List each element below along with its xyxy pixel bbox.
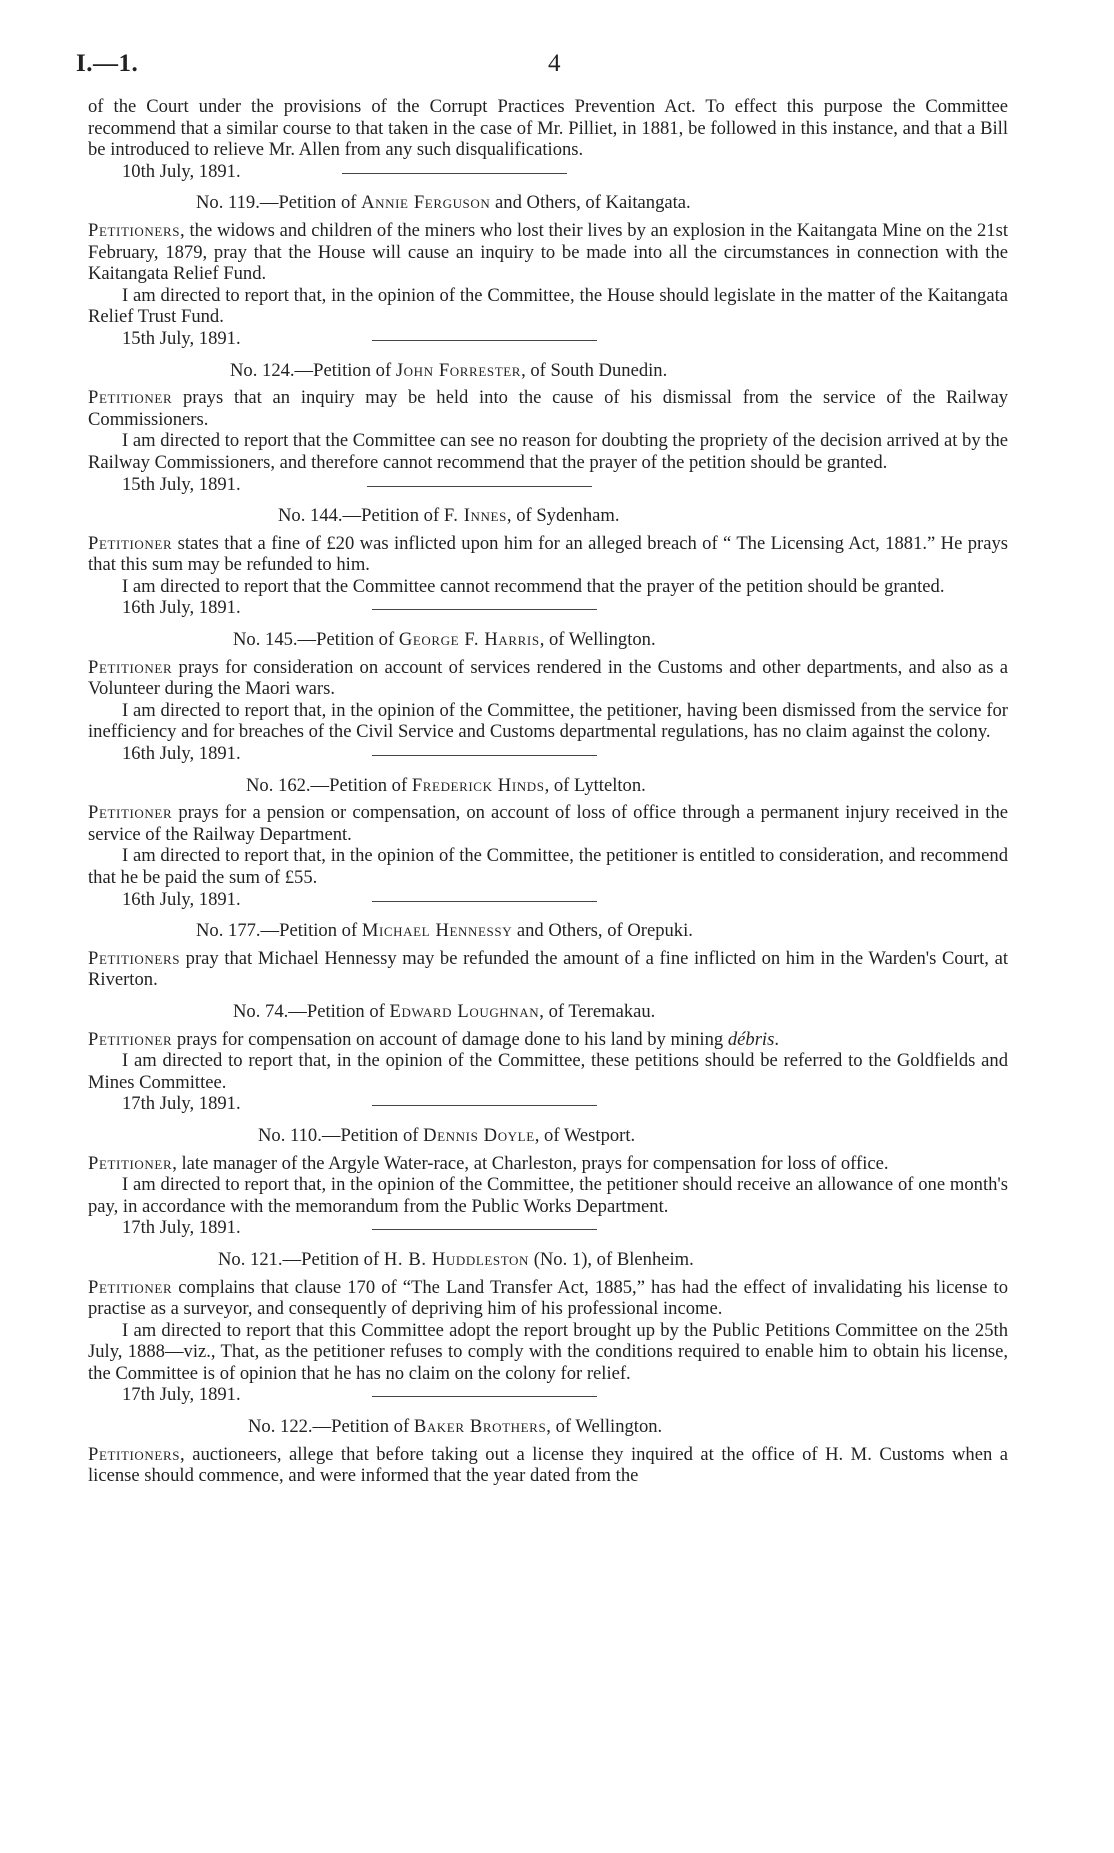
- petition-121: [88, 1249, 1008, 1406]
- petition-place: , of Wellington.: [546, 1416, 663, 1438]
- section-rule: [372, 755, 597, 756]
- parliamentary-paper-ref: I.—1.: [76, 50, 139, 77]
- petition-number: No. 74.—Petition of: [233, 1000, 385, 1022]
- petition-number: No. 122.—Petition of: [248, 1416, 410, 1438]
- report-date: [122, 597, 1008, 619]
- date-text: 16th July, 1891.: [122, 743, 241, 765]
- date-text: 15th July, 1891.: [122, 473, 241, 495]
- petitioner-name: Dennis Doyle: [423, 1124, 535, 1146]
- petition-heading: [230, 360, 1008, 382]
- report-date: [122, 889, 1008, 911]
- date-text: 15th July, 1891.: [122, 327, 241, 349]
- petition-145: [88, 629, 1008, 765]
- petition-body: Petitioner prays for consideration on account of services rendered in the Customs and other departments, and also as a Volunteer during the Maori wars.: [88, 656, 1008, 700]
- section-rule: [372, 609, 597, 610]
- petition-body: Petitioners, auctioneers, allege that before taking out a license they inquired at the office of H. M. Customs when a license should commence, and were informed that the year dated from the: [88, 1443, 1008, 1487]
- committee-report: I am directed to report that, in the opinion of the Committee, the House should legislate in the matter of the Kaitangata Relief Trust Fund.: [88, 284, 1008, 328]
- petition-number: No. 162.—Petition of: [246, 774, 408, 796]
- petitioner-name: Annie Ferguson: [361, 192, 491, 214]
- petition-122: [88, 1416, 1008, 1487]
- petitioner-name: John Forrester: [395, 359, 522, 381]
- petition-body: Petitioners pray that Michael Hennessy may be refunded the amount of a fine inflicted on him in the Warden's Court, at Riverton.: [88, 947, 1008, 991]
- petitioner-name: Michael Hennessy: [361, 920, 513, 942]
- page-header: [76, 50, 1008, 96]
- date-text: 17th July, 1891.: [122, 1384, 241, 1406]
- petition-place: , of Teremakau.: [539, 1000, 656, 1022]
- petition-heading: [258, 1125, 1008, 1147]
- petition-number: No. 145.—Petition of: [233, 629, 395, 651]
- petition-number: No. 110.—Petition of: [258, 1124, 419, 1146]
- petition-lead: Petitioner: [88, 532, 173, 554]
- report-date: [122, 474, 1008, 496]
- committee-report: I am directed to report that the Committee can see no reason for doubting the propriety of the decision arrived at by the Railway Commissioners, and therefore cannot recommend that the prayer of the petition should be granted.: [88, 430, 1009, 473]
- petitioner-name: H. B. Huddleston: [383, 1248, 530, 1270]
- petition-119: [88, 192, 1008, 349]
- petition-heading: [233, 629, 1008, 651]
- petition-place: , of Westport.: [534, 1124, 636, 1146]
- petition-body: Petitioner prays for compensation on account of damage done to his land by mining débris.: [88, 1028, 779, 1050]
- petition-heading: [246, 775, 1008, 797]
- petition-lead: Petitioner: [88, 802, 173, 824]
- section-rule: [342, 173, 567, 174]
- section-rule: [372, 1105, 597, 1106]
- petition-124: [88, 360, 1008, 496]
- date-text: 16th July, 1891.: [122, 888, 241, 910]
- committee-report: I am directed to report that, in the opinion of the Committee, the petitioner should receive an allowance of one month's pay, in accordance with the memorandum from the Public Works Department.: [88, 1174, 1008, 1217]
- petitioner-name: F. Innes: [443, 505, 507, 527]
- petition-heading: [218, 1249, 1008, 1271]
- petition-lead: Petitioners: [88, 947, 181, 969]
- petition-heading: [196, 192, 1008, 214]
- section-rule: [372, 340, 597, 341]
- petition-body: Petitioner, late manager of the Argyle Water-race, at Charleston, prays for compensation for loss of office.: [88, 1152, 889, 1174]
- petitioner-name: George F. Harris: [398, 629, 540, 651]
- report-date: [122, 328, 1008, 350]
- petition-heading: [278, 505, 1008, 527]
- petition-body: Petitioners, the widows and children of the miners who lost their lives by an explosion in the Kaitangata Mine on the 21st February, 1879, pray that the House will cause an inquiry to be made into all the circumstances in connection with the Kaitangata Relief Fund.: [88, 219, 1008, 285]
- petition-lead: Petitioners: [88, 1443, 181, 1465]
- petition-162: [88, 775, 1008, 911]
- petition-lead: Petitioner: [88, 1152, 173, 1174]
- section-rule: [372, 1229, 597, 1230]
- petition-place: , of South Dunedin.: [521, 359, 668, 381]
- committee-report: I am directed to report that this Committee adopt the report brought up by the Public Petitions Committee on the 25th July, 1888—viz., That, as the petitioner refuses to comply with the conditions required to enable him to obtain his license, the Committee is of opinion that he has no claim on the colony for relief.: [88, 1319, 1008, 1384]
- petition-number: No. 177.—Petition of: [196, 920, 358, 942]
- petition-place: and Others, of Orepuki.: [516, 920, 693, 942]
- report-date: [122, 1093, 1008, 1115]
- date-text: 17th July, 1891.: [122, 1093, 241, 1115]
- committee-report: I am directed to report that the Committee cannot recommend that the prayer of the petition should be granted.: [122, 575, 945, 597]
- petition-144: [88, 505, 1008, 619]
- petition-number: No. 119.—Petition of: [196, 192, 357, 214]
- petition-body: Petitioner complains that clause 170 of “The Land Transfer Act, 1885,” has had the effect of invalidating his license to practise as a surveyor, and consequently of depriving him of his professional income.: [88, 1276, 1008, 1320]
- petition-body: Petitioner prays that an inquiry may be held into the cause of his dismissal from the service of the Railway Commissioners.: [88, 387, 1008, 430]
- report-date: [122, 743, 1008, 765]
- section-rule: [372, 1396, 597, 1397]
- petition-lead: Petitioners: [88, 219, 181, 241]
- report-date: [122, 1217, 1008, 1239]
- petition-heading: [233, 1001, 1008, 1023]
- intro-paragraph: of the Court under the provisions of the Corrupt Practices Prevention Act. To effect this purpose the Committee recommend that a similar course to that taken in the case of Mr. Pilliet, in 1881, be followed in this instance, and that a Bill be introduced to relieve Mr. Allen from any such disqualifications.: [88, 96, 1008, 161]
- petition-74: [88, 1001, 1008, 1115]
- section-rule: [372, 901, 597, 902]
- date-text: 17th July, 1891.: [122, 1217, 241, 1239]
- petition-lead: Petitioner: [88, 1028, 173, 1050]
- petition-body: Petitioner states that a fine of £20 was inflicted upon him for an alleged breach of “ The Licensing Act, 1881.” He prays that this sum may be refunded to him.: [88, 532, 1008, 576]
- petitioner-name: Frederick Hinds: [411, 774, 545, 796]
- document-page: [76, 50, 1009, 1487]
- date-text: 10th July, 1891.: [122, 160, 241, 182]
- committee-report: I am directed to report that, in the opinion of the Committee, the petitioner, having been dismissed from the service for inefficiency and for breaches of the Civil Service and Customs departmental regulations, has no claim against the colony.: [88, 699, 1008, 743]
- petition-place: , of Wellington.: [539, 629, 656, 651]
- petition-number: No. 121.—Petition of: [218, 1248, 380, 1270]
- page-number: 4: [548, 50, 561, 77]
- report-date: [122, 1384, 1008, 1406]
- petition-177: [88, 920, 1008, 991]
- section-rule: [367, 486, 592, 487]
- petitioner-name: Baker Brothers: [413, 1416, 547, 1438]
- petition-place: and Others, of Kaitangata.: [495, 192, 691, 214]
- petition-body: Petitioner prays for a pension or compensation, on account of loss of office through a permanent injury received in the service of the Railway Department.: [88, 802, 1008, 845]
- petition-number: No. 124.—Petition of: [230, 359, 392, 381]
- petition-heading: [248, 1416, 1008, 1438]
- committee-report: I am directed to report that, in the opinion of the Committee, these petitions should be referred to the Goldfields and Mines Committee.: [88, 1050, 1008, 1093]
- petition-lead: Petitioner: [88, 1276, 173, 1298]
- petition-heading: [196, 920, 1008, 942]
- petition-lead: Petitioner: [88, 656, 173, 678]
- intro-date: [122, 161, 1008, 183]
- committee-report: I am directed to report that, in the opinion of the Committee, the petitioner is entitled to consideration, and recommend that he be paid the sum of £55.: [88, 845, 1008, 888]
- petition-place: (No. 1), of Blenheim.: [533, 1248, 694, 1270]
- italic-term: débris: [727, 1028, 775, 1050]
- petition-110: [88, 1125, 1008, 1239]
- petition-lead: Petitioner: [88, 387, 173, 409]
- petition-number: No. 144.—Petition of: [278, 505, 440, 527]
- petition-place: , of Sydenham.: [506, 505, 620, 527]
- petition-place: , of Lyttelton.: [544, 774, 646, 796]
- petitioner-name: Edward Loughnan: [389, 1000, 540, 1022]
- date-text: 16th July, 1891.: [122, 597, 241, 619]
